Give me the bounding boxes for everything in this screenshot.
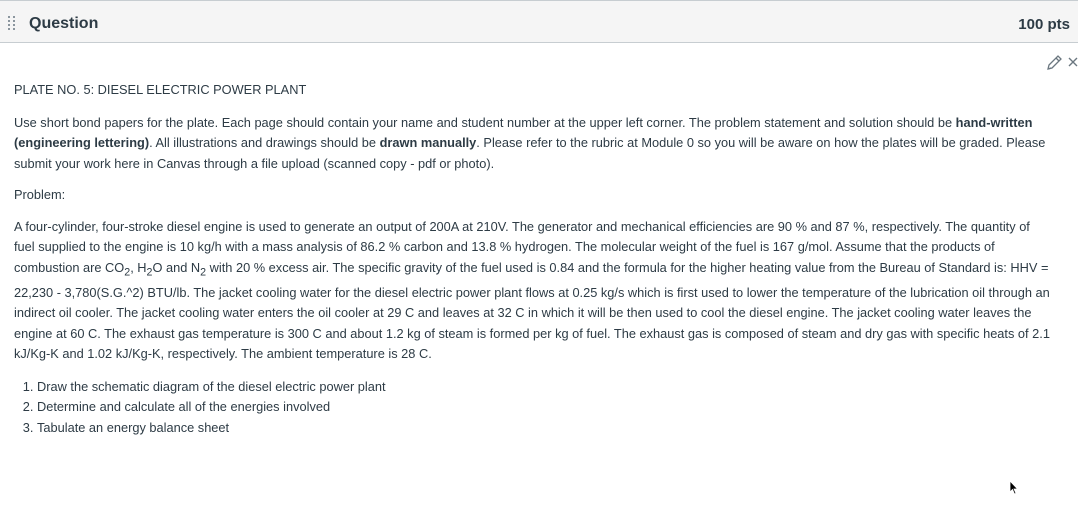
plate-title: PLATE NO. 5: DIESEL ELECTRIC POWER PLANT <box>14 82 307 97</box>
list-item: 3. Tabulate an energy balance sheet <box>37 418 1054 439</box>
instructions-bold-text: drawn manually <box>379 135 477 150</box>
instructions-text: Use short bond papers for the plate. Each page should contain your name and student number at the upper left corner. The problem statement and solution should be <box>14 114 956 130</box>
question-tools <box>1045 54 1078 72</box>
question-body <box>14 80 1054 438</box>
question-points: 100 pts <box>1018 16 1070 33</box>
task-list <box>14 377 1054 439</box>
problem-text: A four-cylinder, four-stroke diesel engine is used to generate an output of 200A at 210V. The generator and mechanical efficiencies are 90 % and 87 %, respectively. The quantity of fuel supplied to the engine is 10 kg/h with a mass analysis of 86.2 % carbon and 13.8 % hydrogen. The molecular weight of the fuel is 167 g/mol. Assume that the products of combustion are CO <box>14 218 1030 275</box>
question-title: Question <box>29 15 99 32</box>
problem-text: , H <box>130 259 147 275</box>
pencil-icon[interactable] <box>1045 54 1065 72</box>
question-header <box>0 0 1078 43</box>
instructions-text: . Please refer to the rubric at Module 0 so you will be aware on how the plates will be graded. Please submit your work here in Canvas through a file upload (scanned copy - pdf or photo). <box>14 135 1046 171</box>
instructions-bold-text: hand-written (engineering lettering) <box>14 114 1033 150</box>
problem-statement <box>14 217 1054 365</box>
subscript: 2 <box>146 266 153 279</box>
problem-label: Problem: <box>14 187 66 202</box>
subscript: 2 <box>124 266 131 279</box>
instructions-text: . All illustrations and drawings should be <box>149 135 380 150</box>
mouse-cursor-icon <box>1009 480 1019 495</box>
drag-handle-icon[interactable] <box>7 15 17 31</box>
instructions-paragraph <box>14 113 1054 175</box>
list-item: 1. Draw the schematic diagram of the diesel electric power plant <box>37 377 1054 398</box>
problem-text: O and N <box>152 259 201 275</box>
problem-text: with 20 % excess air. The specific gravity of the fuel used is 0.84 and the formula for the higher heating value from the Bureau of Standard is: HHV = 22,230 - 3,780(S.G.^2) BTU/lb. The jacket cooling water for the diesel electric power plant flows at 0.25 kg/s which is first used to lower the temperature of the lubrication oil through an indirect oil cooler. The jacket cooling water enters the oil cooler at 29 C and leaves at 32 C in which it will be then used to cool the diesel engine. The jacket cooling water leaves the engine at 60 C. The exhaust gas temperature is 300 C and about 1.2 kg of steam is formed per kg of fuel. The exhaust gas is composed of steam and dry gas with specific heats of 2.1 kJ/Kg-K and 1.02 kJ/Kg-K, respectively. The ambient temperature is 28 C. <box>14 259 1050 362</box>
close-icon[interactable] <box>1067 54 1078 72</box>
list-item: 2. Determine and calculate all of the energies involved <box>37 397 1054 418</box>
subscript: 2 <box>200 266 207 279</box>
